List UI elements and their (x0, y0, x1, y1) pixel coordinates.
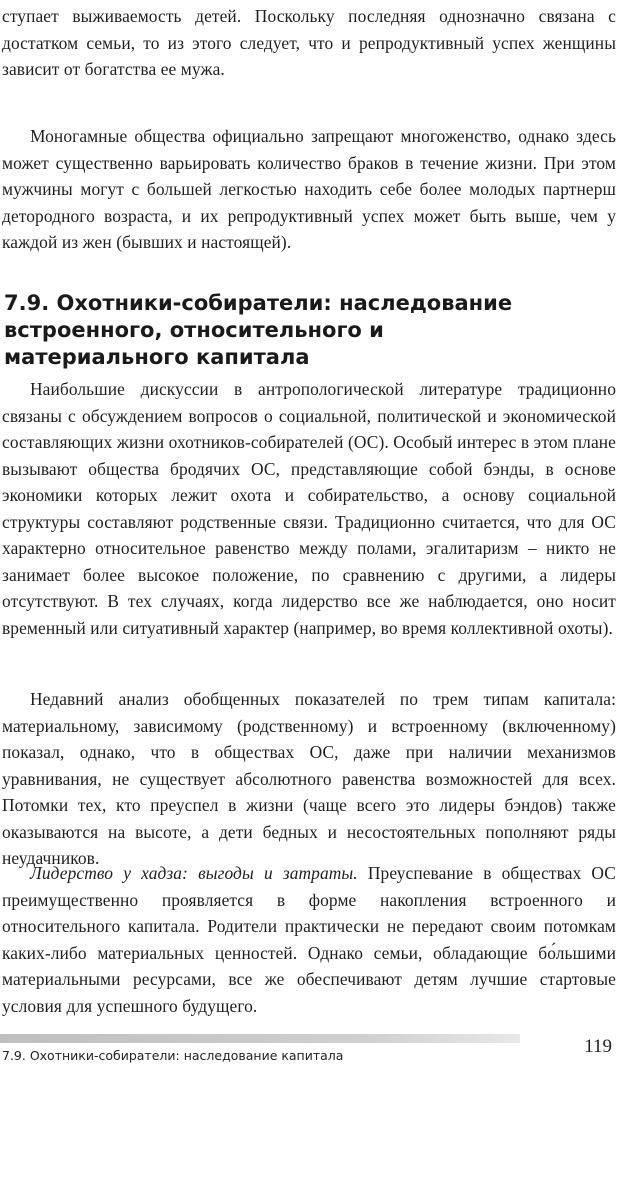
paragraph-monogamy: Моногамные общества официально запрещают многоженство, однако здесь может существенно варьировать количество браков в течение жизни. При этом мужчины могут с большей легкостью находить себе более молодых партнерш детородного возраста, и их репродуктивный успех может быть выше, чем у каждой из жен (бывших и настоящей). (2, 126, 616, 252)
paragraph-continuation: ступает выживаемость детей. Поскольку последняя однозначно связана с достатком семьи, то из этого следует, что и репродуктивный успех женщины зависит от богатства ее мужа. (2, 6, 616, 79)
footer-rule (0, 1034, 520, 1043)
paragraph-hadza-leadership (2, 860, 616, 1019)
section-heading: 7.9. Охотники-собиратели: наследование встроенного, относительного и материального капитала (4, 291, 513, 369)
paragraph-hunter-gatherers: Наибольшие дискуссии в антропологической литературе традиционно связаны с обсуждением вопросов о социальной, политической и экономической составляющих жизни охотников-собирателей (ОС). Особый интерес в этом плане вызывают общества бродячих ОС, представляющие собой бэнды, в основе экономики которых лежит охота и собирательство, а основу социальной структуры составляют родственные связи. Традиционно считается, что для ОС характерно относительное равенство между полами, эгалитаризм – никто не занимает более высокое положение, по сравнению с другими, а лидеры отсутствуют. В тех случаях, когда лидерство все же наблюдается, оно носит временный или ситуативный характер (например, во время коллективной охоты). (2, 379, 616, 638)
paragraph-lead-italic: Лидерство у хадза: выгоды и затраты. (30, 863, 358, 883)
page-number: 119 (584, 1036, 612, 1057)
running-head: 7.9. Охотники-собиратели: наследование капитала (2, 1048, 344, 1063)
paragraph-body: Преуспевание в обществах ОС преимущественно проявляется в форме накопления встроенного и относительного капитала. Родители практически не передают своим потомкам каких-либо материальных ценностей. Однако семьи, обладающие бо́льшими материальными ресурсами, все же обеспечивают детям лучшие стартовые условия для успешного будущего. (2, 863, 616, 1016)
paragraph-capital-analysis: Недавний анализ обобщенных показателей по трем типам капитала: материальному, зависимому (родственному) и встроенному (включенному) показал, однако, что в обществах ОС, даже при наличии механизмов уравнивания, не существует абсолютного равенства возможностей для всех. Потомки тех, кто преуспел в жизни (чаще всего это лидеры бэндов) также оказываются на высоте, а дети бедных и несостоятельных пополняют ряды неудачников. (2, 689, 616, 868)
